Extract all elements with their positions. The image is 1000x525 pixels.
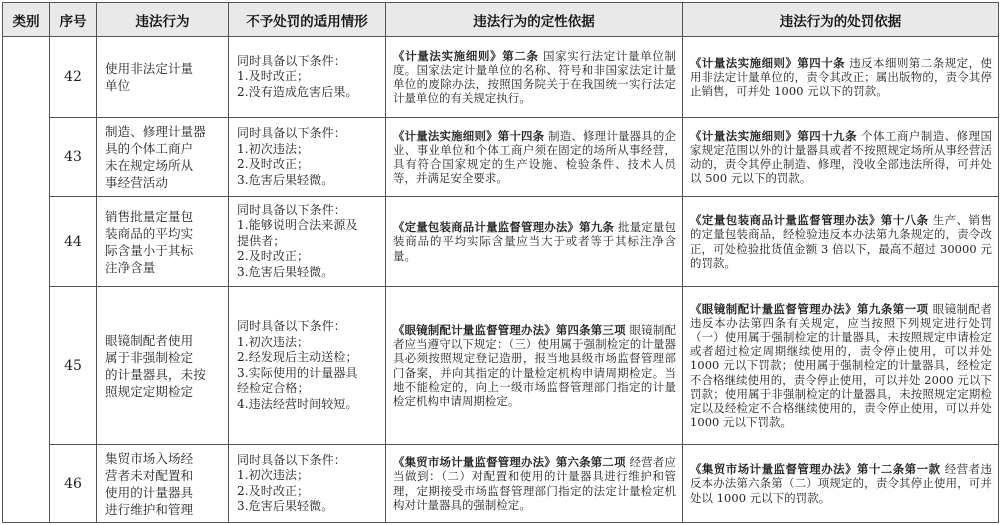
row-number: 46 <box>50 445 97 523</box>
behavior-line: 进行维护和管理 <box>105 501 194 517</box>
behavior-line: 集贸市场入场经 <box>105 450 194 466</box>
basis-cell <box>386 287 683 445</box>
exempt-line: 1.能够说明合法来源及 <box>237 218 358 233</box>
exempt-cell <box>229 118 386 197</box>
behavior-line: 制造、修理计量器 <box>105 124 206 139</box>
behavior-cell <box>97 118 229 197</box>
basis-reference: 《计量法实施细则》第十四条 <box>393 128 545 143</box>
category-cell <box>3 37 50 523</box>
basis-cell <box>386 118 683 197</box>
exempt-line: 同时具备以下条件： <box>237 319 346 333</box>
behavior-line: 的计量器具，未按 <box>105 366 206 382</box>
exempt-line: 同时具备以下条件： <box>237 126 346 140</box>
basis-reference: 《定量包装商品计量监督管理办法》第九条 <box>393 220 615 235</box>
behavior-line: 注净含量 <box>105 259 156 275</box>
penalty-reference: 《眼镜制配计量监督管理办法》第九条第一项 <box>690 301 929 316</box>
penalty-text: 眼镜制配者违反本办法第四条有关规定，应当按照下列规定进行处罚（一）使用属于强制检定的计量器具，未按照规定申请检定或者超过检定周期继续使用的，责令停止使用，可以并处 1000 元以下罚款；使用属于强制检定的计量器具，经检定不合格继续使用的，责令停止使用，可以并处 2000 元以下罚款；使用属于非强制检定的计量器具，未按照规定定期检定以及经检定不合格继续使用的，责令停止使用，可以并处 1000 元以下罚款。 <box>690 301 992 430</box>
exempt-line: 3.危害后果轻微。 <box>237 264 334 279</box>
behavior-line: 未在规定场所从 <box>105 158 194 173</box>
header-penalty: 违法行为的处罚依据 <box>683 3 999 37</box>
behavior-line: 单位 <box>105 78 131 93</box>
penalty-text: 经营者违反本办法第六条第（二）项规定的，责令其停止使用，可并处以 1000 元以下的罚款。 <box>690 462 992 505</box>
behavior-line: 营者未对配置和 <box>105 467 194 483</box>
exempt-line: 1.初次违法； <box>237 468 310 482</box>
exempt-line: 提供者； <box>237 233 286 248</box>
penalty-cell <box>683 287 999 445</box>
row-number: 42 <box>50 37 97 118</box>
penalty-table <box>2 2 999 523</box>
exempt-line: 2.及时改正； <box>237 483 310 498</box>
behavior-line: 际含量小于其标 <box>105 242 194 258</box>
penalty-cell <box>683 37 999 118</box>
exempt-line: 同时具备以下条件： <box>237 452 346 467</box>
header-exempt: 不予处罚的适用情形 <box>229 3 386 37</box>
behavior-line: 属于非强制检定 <box>105 349 194 365</box>
behavior-line: 事经营活动 <box>105 175 169 190</box>
header-basis: 违法行为的定性依据 <box>386 3 683 37</box>
behavior-line: 眼镜制配者使用 <box>105 332 194 348</box>
basis-text: 批量定量包装商品的平均实际含量应当大于或者等于其标注净含量。 <box>393 220 676 263</box>
exempt-line: 3.实际使用的计量器具 <box>237 365 358 380</box>
basis-cell <box>386 37 683 118</box>
basis-text: 眼镜制配者应当遵守以下规定：（三）使用属于强制检定的计量器具必须按照规定登记造册，报当地县级市场监督管理部门备案，并向其指定的计量检定机构申请周期检定。当地不能检定的，向上一级市场监督管理部门指定的计量检定机构申请周期检定。 <box>393 322 676 408</box>
exempt-line: 3.危害后果轻微。 <box>237 172 334 187</box>
exempt-line: 2.经发现后主动送检； <box>237 350 358 364</box>
penalty-cell <box>683 445 999 523</box>
basis-reference: 《计量法实施细则》第二条 <box>393 48 539 63</box>
behavior-cell <box>97 287 229 445</box>
behavior-line: 具的个体工商户 <box>105 141 194 156</box>
exempt-cell <box>229 287 386 445</box>
exempt-line: 2.没有造成危害后果。 <box>237 84 358 99</box>
exempt-line: 经检定合格； <box>237 381 310 395</box>
penalty-text: 个体工商户制造、修理国家规定范围以外的计量器具或者不按照规定场所从事经营活动的，责令其停止制造、修理，没收全部违法所得，可并处以 500 元以下的罚款。 <box>690 128 992 186</box>
exempt-cell <box>229 197 386 287</box>
exempt-cell <box>229 445 386 523</box>
table-row <box>3 37 999 118</box>
table-row <box>3 445 999 523</box>
table-row <box>3 118 999 197</box>
exempt-line: 1.及时改正； <box>237 69 310 84</box>
behavior-line: 装商品的平均实 <box>105 225 194 241</box>
penalty-cell <box>683 197 999 287</box>
exempt-cell <box>229 37 386 118</box>
penalty-reference: 《计量法实施细则》第四十九条 <box>690 128 858 143</box>
exempt-line: 1.初次违法； <box>237 141 310 156</box>
behavior-line: 销售批量定量包 <box>105 208 194 224</box>
exempt-line: 4.违法经营时间较短。 <box>237 396 358 411</box>
exempt-line: 2.及时改正； <box>237 249 310 264</box>
exempt-line: 同时具备以下条件： <box>237 53 346 68</box>
header-category: 类别 <box>3 3 50 37</box>
basis-cell <box>386 197 683 287</box>
behavior-line: 使用非法定计量 <box>105 61 194 76</box>
exempt-line: 3.危害后果轻微。 <box>237 499 334 513</box>
penalty-reference: 《集贸市场计量监督管理办法》第十二条第一款 <box>690 462 941 477</box>
header-behavior: 违法行为 <box>97 3 229 37</box>
exempt-line: 2.及时改正； <box>237 157 310 171</box>
penalty-text: 生产、销售的定量包装商品，经检验违反本办法第九条规定的，责令改正，可处检验批货值金额 3 倍以下，最高不超过 30000 元的罚款。 <box>690 213 992 270</box>
behavior-cell <box>97 445 229 523</box>
header-number: 序号 <box>50 3 97 37</box>
behavior-line: 照规定定期检定 <box>105 383 194 399</box>
behavior-line: 使用的计量器具 <box>105 484 194 500</box>
penalty-cell <box>683 118 999 197</box>
basis-text: 国家实行法定计量单位制度。国家法定计量单位的名称、符号和非国家法定计量单位的废除办法，按照国务院关于在我国统一实行法定计量单位的有关规定执行。 <box>393 48 676 106</box>
table-row <box>3 197 999 287</box>
basis-text: 经营者应当做到：（二）对配置和使用的计量器具进行维护和管理，定期接受市场监督管理部门指定的法定计量检定机构对计量器具的强制检定。 <box>393 455 676 512</box>
basis-text: 制造、修理计量器具的企业、事业单位和个体工商户须在固定的场所从事经营，具有符合国家规定的生产设施、检验条件、技术人员等，并满足安全要求。 <box>393 128 676 186</box>
exempt-line: 同时具备以下条件： <box>237 202 346 217</box>
row-number: 45 <box>50 287 97 445</box>
basis-reference: 《眼镜制配计量监督管理办法》第四条第三项 <box>393 322 626 337</box>
basis-cell <box>386 445 683 523</box>
exempt-line: 1.初次违法； <box>237 334 310 349</box>
behavior-cell <box>97 197 229 287</box>
row-number: 43 <box>50 118 97 197</box>
penalty-reference: 《计量法实施细则》第四十条 <box>690 55 846 70</box>
basis-reference: 《集贸市场计量监督管理办法》第六条第二项 <box>393 455 626 470</box>
table-header-row <box>3 3 999 37</box>
row-number: 44 <box>50 197 97 287</box>
behavior-cell <box>97 37 229 118</box>
penalty-reference: 《定量包装商品计量监督管理办法》第十八条 <box>690 213 929 228</box>
table-row <box>3 287 999 445</box>
penalty-text: 违反本细则第二条规定，使用非法定计量单位的，责令其改正；属出版物的，责令其停止销售，可并处 1000 元以下的罚款。 <box>690 55 992 99</box>
